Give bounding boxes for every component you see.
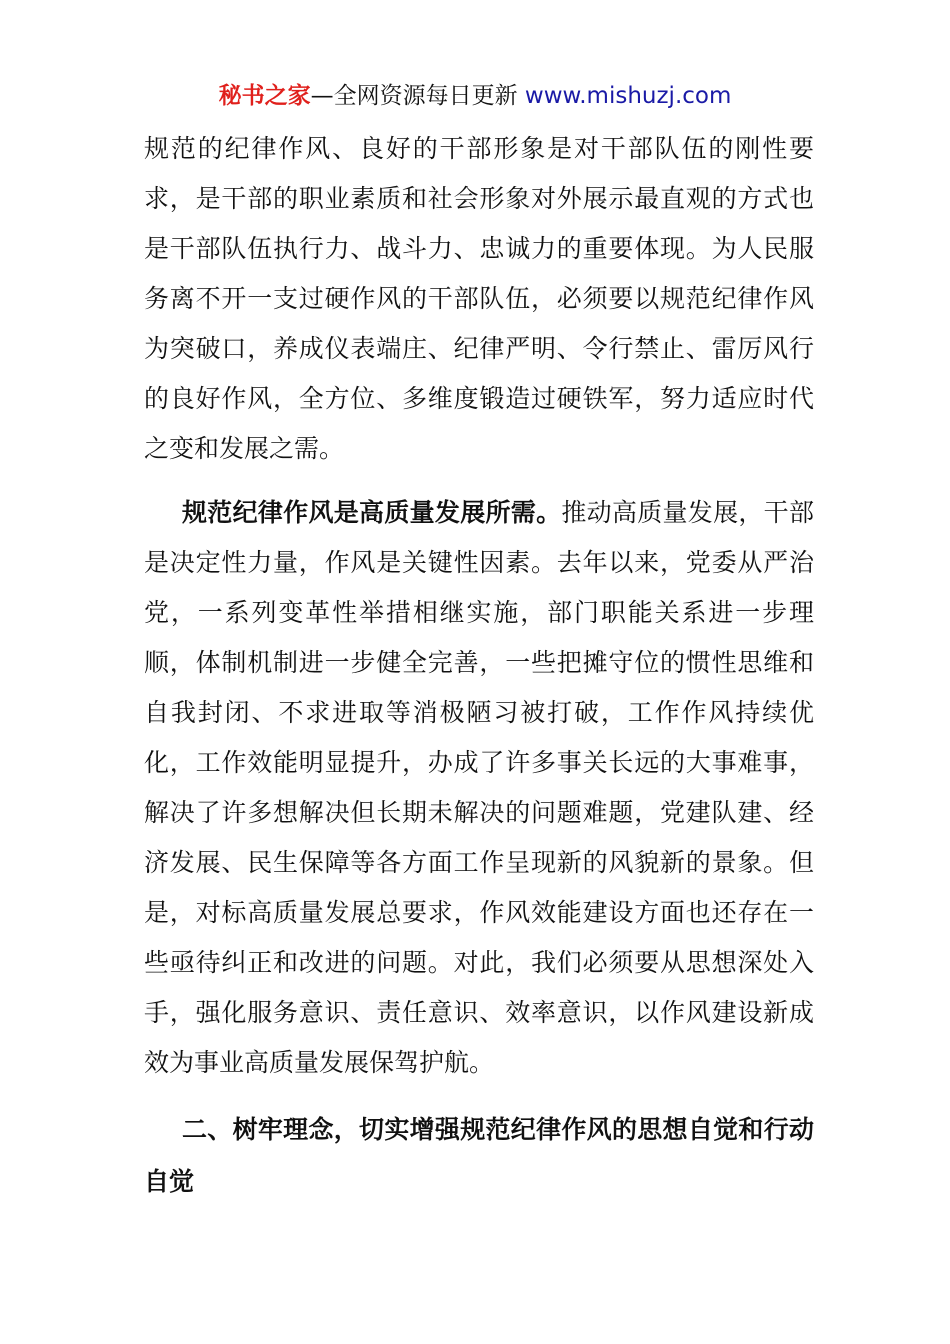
site-tagline: —全网资源每日更新 <box>310 83 525 109</box>
paragraph-2 <box>144 488 814 1088</box>
paragraph-2-lead: 规范纪律作风是高质量发展所需。 <box>182 498 562 527</box>
section-heading: 二、树牢理念，切实增强规范纪律作风的思想自觉和行动自觉 <box>144 1115 814 1196</box>
paragraph-2-body: 推动高质量发展，干部是决定性力量，作风是关键性因素。去年以来，党委从严治党，一系列变革性举措相继实施，部门职能关系进一步理顺，体制机制进一步健全完善，一些把摊守位的惯性思维和自我封闭、不求进取等消极陋习被打破，工作作风持续优化，工作效能明显提升，办成了许多事关长远的大事难事，解决了许多想解决但长期未解决的问题难题，党建队建、经济发展、民生保障等各方面工作呈现新的风貌新的景象。但是，对标高质量发展总要求，作风效能建设方面也还存在一些亟待纠正和改进的问题。对此，我们必须要从思想深处入手，强化服务意识、责任意识、效率意识，以作风建设新成效为事业高质量发展保驾护航。 <box>144 498 814 1077</box>
site-brand: 秘书之家 <box>218 83 311 109</box>
site-header <box>0 80 950 112</box>
site-url-link[interactable]: www.mishuzj.com <box>524 83 732 109</box>
document-body <box>144 124 814 1208</box>
paragraph-1: 规范的纪律作风、良好的干部形象是对干部队伍的刚性要求，是干部的职业素质和社会形象对外展示最直观的方式也是干部队伍执行力、战斗力、忠诚力的重要体现。为人民服务离不开一支过硬作风的干部队伍，必须要以规范纪律作风为突破口，养成仪表端庄、纪律严明、令行禁止、雷厉风行的良好作风，全方位、多维度锻造过硬铁军，努力适应时代之变和发展之需。 <box>144 134 814 463</box>
